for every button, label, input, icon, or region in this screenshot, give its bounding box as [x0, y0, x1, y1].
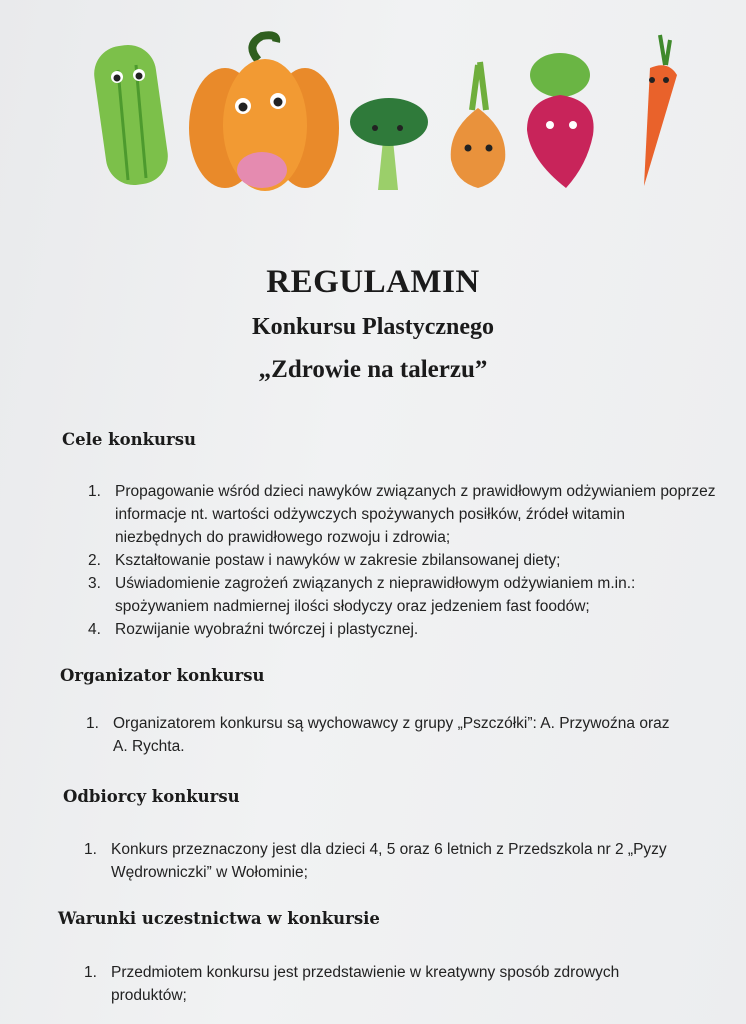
broccoli-illustration — [350, 98, 428, 190]
list-item — [84, 838, 667, 884]
goals-list — [88, 480, 715, 641]
carrot-illustration — [644, 35, 677, 186]
section-heading-recipients: Odbiorcy konkursu — [63, 787, 240, 806]
list-item — [88, 480, 715, 549]
contest-name: „Zdrowie na talerzu” — [258, 356, 488, 383]
item-text: Kształtowanie postaw i nawyków w zakresie zbilansowanej diety; — [115, 552, 561, 569]
section-heading-goals: Cele konkursu — [62, 430, 196, 449]
item-number: 1. — [84, 841, 97, 858]
item-text: spożywaniem nadmiernej ilości słodyczy oraz jedzeniem fast foodów; — [115, 598, 590, 615]
zucchini-illustration — [91, 41, 172, 188]
onion-illustration — [451, 62, 506, 188]
section-heading-organizer: Organizator konkursu — [60, 666, 265, 685]
list-item — [88, 572, 715, 618]
item-text: Uświadomienie zagrożeń związanych z nieprawidłowym odżywianiem m.in.: — [115, 575, 636, 592]
item-number: 1. — [88, 483, 101, 500]
item-text: Organizatorem konkursu są wychowawcy z grupy „Pszczółki”: A. Przywoźna oraz — [113, 715, 670, 732]
item-text: Przedmiotem konkursu jest przedstawienie w kreatywny sposób zdrowych — [111, 964, 620, 981]
document-title: REGULAMIN — [266, 264, 480, 300]
list-item — [88, 618, 715, 641]
item-number: 1. — [84, 964, 97, 981]
item-text: produktów; — [111, 987, 187, 1004]
recipients-list — [84, 838, 667, 884]
beet-illustration — [527, 53, 594, 188]
list-item — [88, 549, 715, 572]
document-subtitle: Konkursu Plastycznego — [251, 314, 494, 340]
item-text: Konkurs przeznaczony jest dla dzieci 4, 5 oraz 6 letnich z Przedszkola nr 2 „Pyzy — [111, 841, 667, 858]
section-heading-conditions: Warunki uczestnictwa w konkursie — [58, 909, 380, 928]
item-number: 2. — [88, 552, 101, 569]
item-text: niezbędnych do prawidłowego rozwoju i zdrowia; — [115, 529, 451, 546]
list-item — [86, 712, 669, 758]
list-item — [84, 961, 619, 1007]
item-text: informacje nt. wartości odżywczych spożywanych posiłków, źródeł witamin — [115, 506, 625, 523]
item-text: Wędrowniczki” w Wołominie; — [111, 864, 308, 881]
item-text: Propagowanie wśród dzieci nawyków związanych z prawidłowym odżywianiem poprzez — [115, 483, 716, 500]
pumpkin-illustration — [189, 35, 339, 191]
conditions-list — [84, 961, 619, 1007]
vegetable-illustrations — [0, 0, 746, 210]
item-number: 3. — [88, 575, 101, 592]
organizer-list — [86, 712, 669, 758]
item-text: Rozwijanie wyobraźni twórczej i plastycznej. — [115, 621, 419, 638]
item-number: 1. — [86, 715, 99, 732]
item-text: A. Rychta. — [113, 738, 185, 755]
item-number: 4. — [88, 621, 101, 638]
